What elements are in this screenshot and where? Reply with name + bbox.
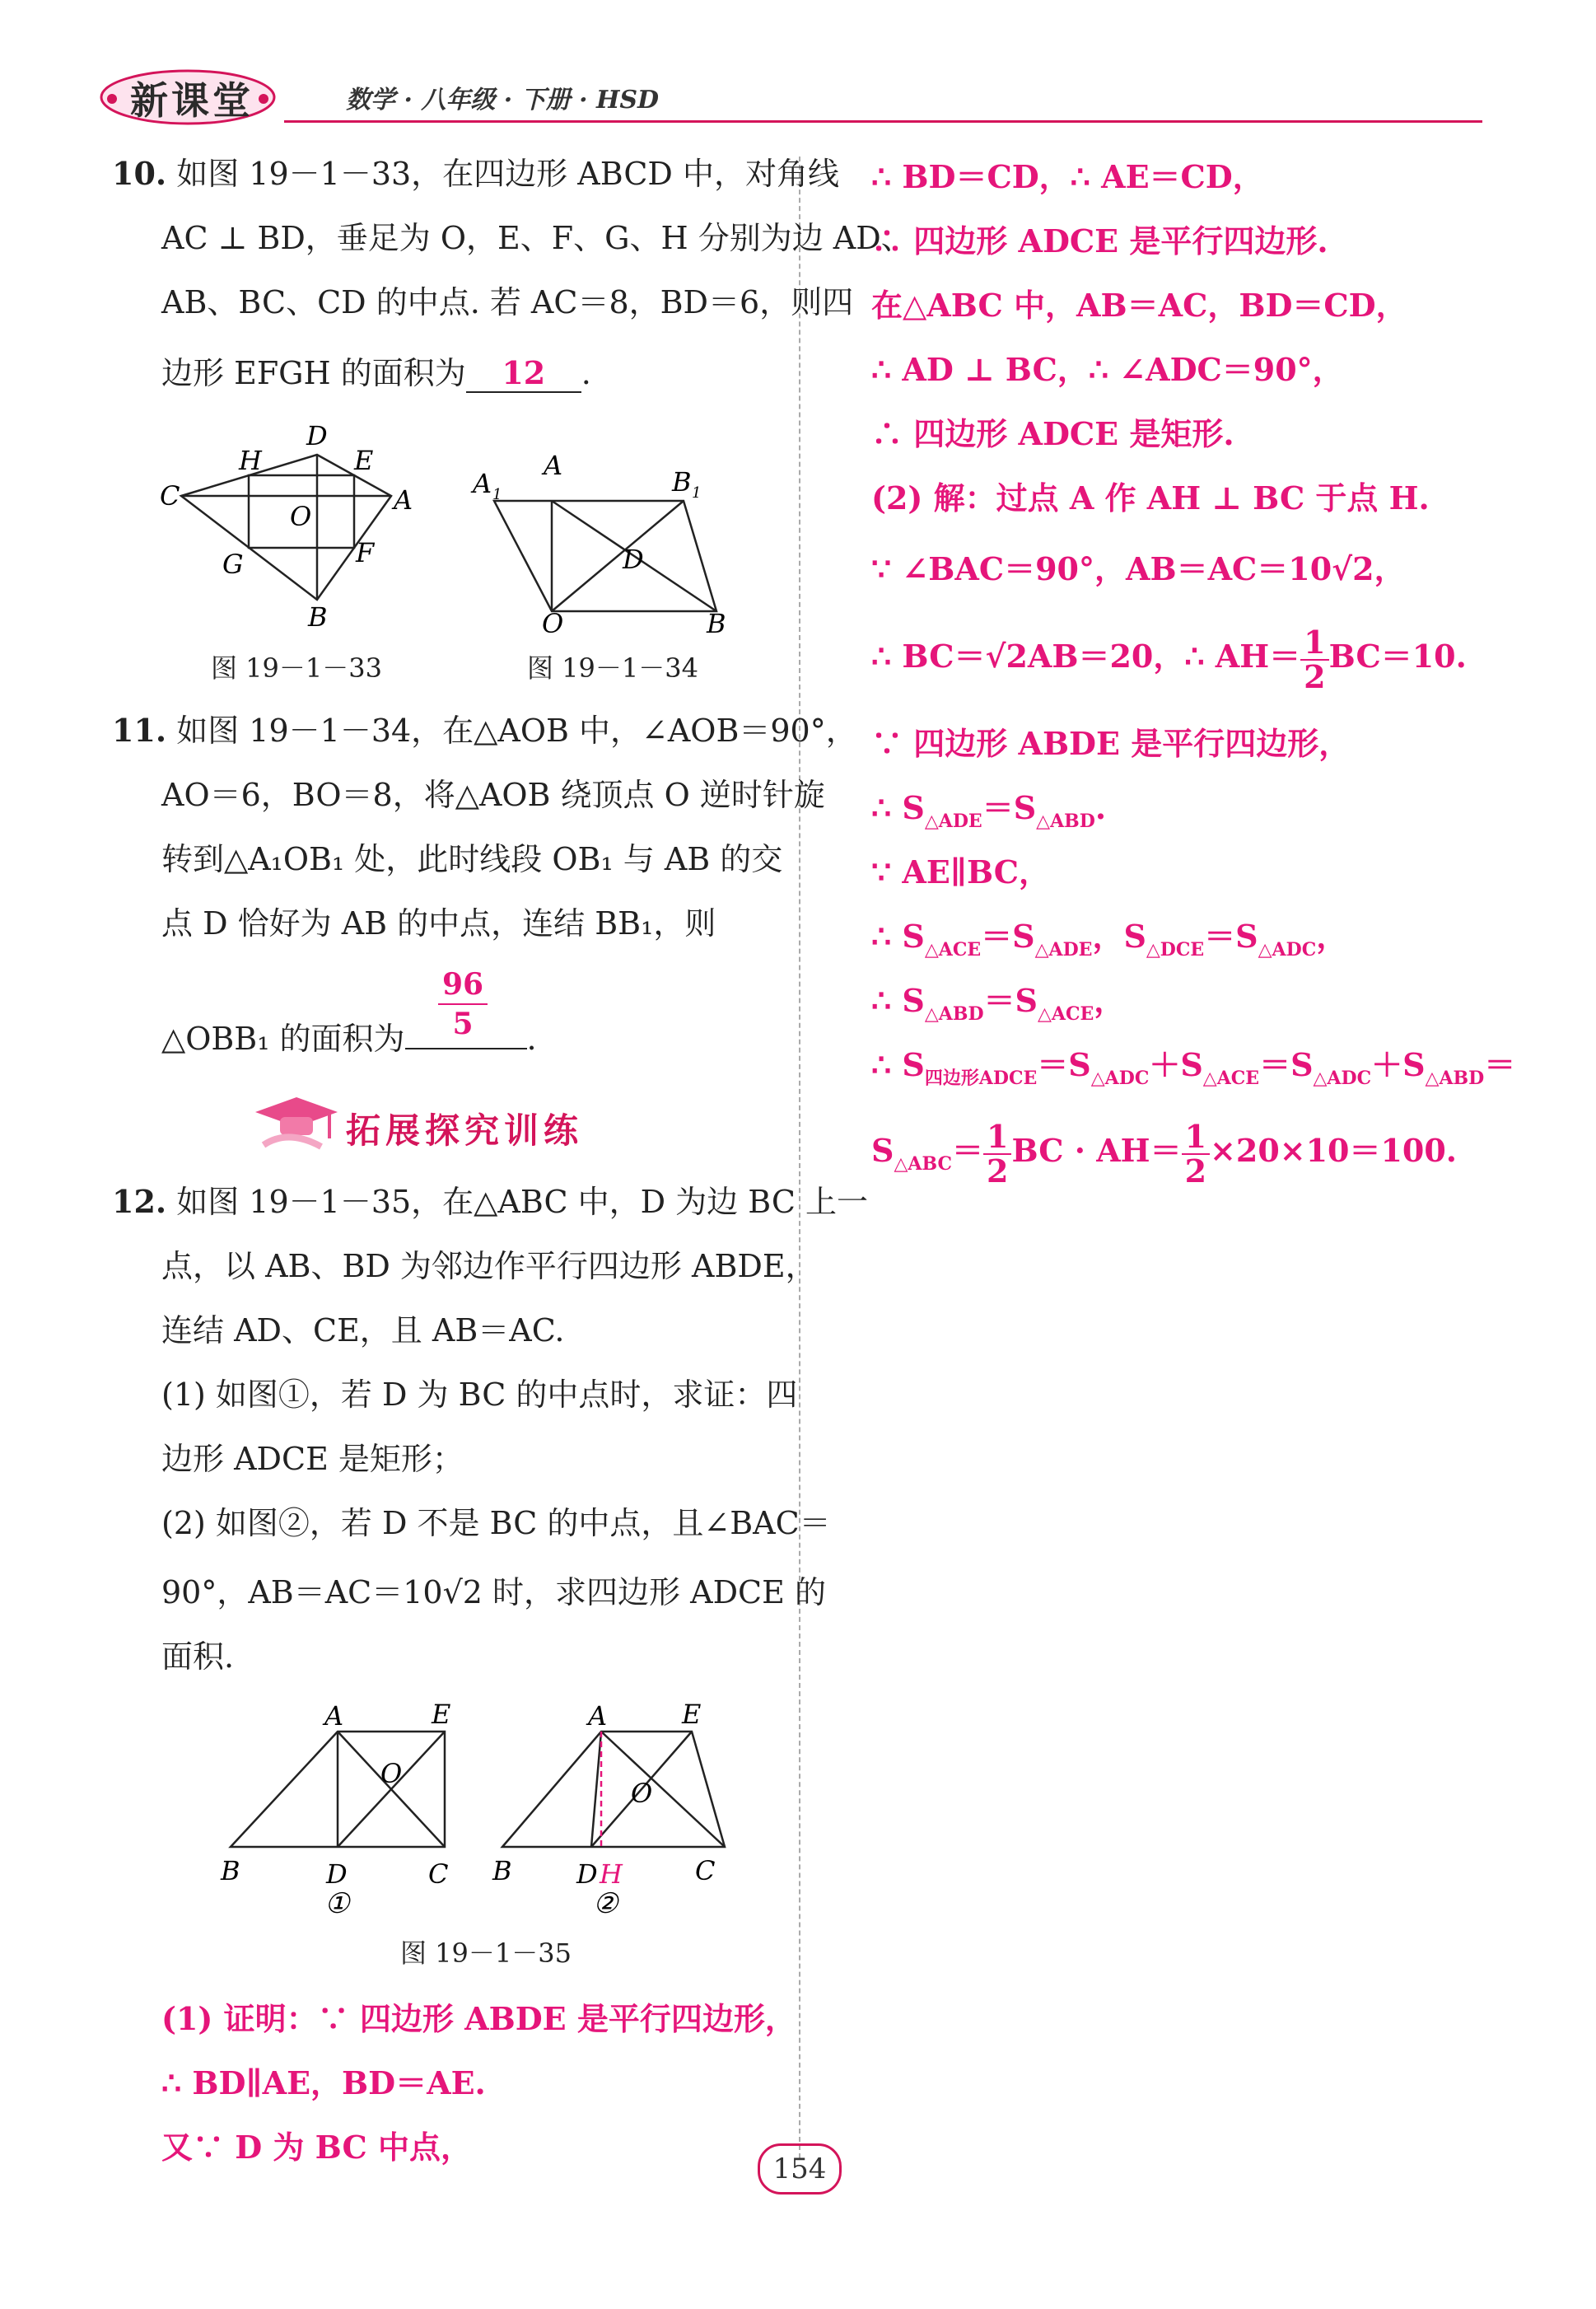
sol-r9: ∵ 四边形 ABDE 是平行四边形， xyxy=(871,725,1351,762)
segment-ob1 xyxy=(552,501,684,611)
sub-figure-2-label: ② xyxy=(593,1887,618,1920)
sol-r11: ∵ AE∥BC， xyxy=(871,853,1051,890)
sol-r10: ∴ $S_{\triangle ADE}=S_{\triangle ABD}$. xyxy=(871,789,1107,832)
label-o: O xyxy=(542,608,564,634)
graduation-cap-icon xyxy=(247,1087,346,1162)
label-a: A xyxy=(544,450,563,481)
label-b1-sub: 1 xyxy=(692,484,702,502)
sol-r3: 在△ABC 中，AB＝AC，BD＝CD， xyxy=(871,287,1407,324)
label-f: F xyxy=(356,537,375,568)
label-e: E xyxy=(354,445,374,476)
label-o: O xyxy=(290,501,312,532)
label-g: G xyxy=(222,549,244,580)
label-o: O xyxy=(380,1758,403,1789)
segment-ac xyxy=(601,1732,725,1847)
label-e: E xyxy=(432,1699,451,1730)
label-a: A xyxy=(588,1700,608,1732)
label-b: B xyxy=(707,608,726,634)
figure-19-1-35-1 xyxy=(206,1697,469,1928)
q10-line3: AB、BC、CD 的中点. 若 AC＝8，BD＝6，则四 xyxy=(161,284,854,320)
label-b: B xyxy=(221,1855,240,1886)
sol-r2: ∴ 四边形 ADCE 是平行四边形. xyxy=(871,222,1328,259)
sol-r6: (2) 解：过点 A 作 AH ⊥ BC 于点 H. xyxy=(871,479,1430,516)
label-a1-sub: 1 xyxy=(492,486,502,503)
sub-figure-1-label: ① xyxy=(324,1887,350,1920)
section-title: 拓展探究训练 xyxy=(346,1110,584,1151)
q12-line2: 点，以 AB、BD 为邻边作平行四边形 ABDE， xyxy=(161,1248,817,1284)
q10-line2: AC ⊥ BD，垂足为 O，E、F、G、H 分别为边 AD、 xyxy=(161,220,912,256)
q12-line8: 面积. xyxy=(161,1638,235,1675)
label-b: B xyxy=(308,601,328,633)
label-o: O xyxy=(631,1778,653,1809)
q11-answer-denominator: 5 xyxy=(452,1007,474,1041)
sol-r12: ∴ $S_{\triangle ACE}=S_{\triangle ADE}$，$S_{\triangle DCE}=S_{\triangle ADC}$， xyxy=(871,918,1348,961)
header-subject: 数学 · 八年级 · 下册 · HSD xyxy=(346,86,660,115)
label-e: E xyxy=(682,1699,702,1730)
label-a: A xyxy=(324,1700,344,1732)
q12-line4: (1) 如图①，若 D 为 BC 的中点时，求证：四 xyxy=(161,1377,798,1413)
label-a: A xyxy=(394,484,413,516)
sol-line2: ∴ BD∥AE，BD＝AE. xyxy=(161,2064,486,2101)
q11-line3: 转到△A₁OB₁ 处，此时线段 OB₁ 与 AB 的交 xyxy=(161,841,783,877)
page-number: 154 xyxy=(758,2143,842,2194)
figure-19-1-35-2 xyxy=(486,1697,749,1928)
q10-line1: 10. 如图 19－1－33，在四边形 ABCD 中，对角线 xyxy=(112,155,839,192)
sol-r4: ∴ AD ⊥ BC，∴ ∠ADC＝90°， xyxy=(871,351,1344,388)
label-a1: A xyxy=(473,468,492,499)
sol-r5: ∴ 四边形 ADCE 是矩形. xyxy=(871,415,1234,452)
sol-r7: ∵ ∠BAC＝90°，AB＝AC＝10√2， xyxy=(871,550,1406,587)
sol-r14: ∴ $S_{四边形ADCE}=S_{\triangle ADC}+S_{\triangle ACE}=S_{\triangle ADC}+S_{\triangle ABD}=$ xyxy=(871,1046,1516,1089)
q12-line3: 连结 AD、CE，且 AB＝AC. xyxy=(161,1312,565,1348)
label-b1: B xyxy=(672,466,692,498)
label-d: D xyxy=(623,544,644,575)
q11-line4: 点 D 恰好为 AB 的中点，连结 BB₁，则 xyxy=(161,905,716,942)
brand-logo xyxy=(99,66,288,127)
q11-answer xyxy=(405,1048,527,1049)
header-rule xyxy=(284,120,1482,123)
q11-line1: 11. 如图 19－1－34，在△AOB 中，∠AOB＝90°， xyxy=(112,712,857,749)
q11-answer-fraction xyxy=(438,965,488,1043)
quad-abcd xyxy=(181,455,391,600)
q12-line1: 12. 如图 19－1－35，在△ABC 中，D 为边 BC 上一 xyxy=(112,1183,869,1220)
label-c: C xyxy=(695,1855,716,1886)
q10-answer: 12 xyxy=(466,355,581,393)
fig33-caption: 图 19－1－33 xyxy=(211,652,382,684)
figure-19-1-34 xyxy=(461,445,791,634)
sol-r1: ∴ BD＝CD，∴ AE＝CD， xyxy=(871,158,1264,195)
segment-ad xyxy=(591,1732,601,1847)
label-h: H xyxy=(239,445,262,476)
label-b: B xyxy=(492,1855,512,1886)
label-d: D xyxy=(306,420,328,451)
quad-a1b1bo xyxy=(494,501,716,611)
sol-line1: (1) 证明：∵ 四边形 ABDE 是平行四边形， xyxy=(161,2000,796,2037)
q10-line4: 边形 EFGH 的面积为 12 . xyxy=(161,354,591,391)
q12-line7: 90°，AB＝AC＝10√2 时，求四边形 ADCE 的 xyxy=(161,1574,826,1610)
fig35-caption: 图 19－1－35 xyxy=(400,1937,572,1969)
label-h: H xyxy=(600,1858,623,1890)
column-divider xyxy=(799,157,800,2158)
trapezoid-outline xyxy=(502,1732,725,1847)
label-c: C xyxy=(160,480,180,512)
brand-name: 新课堂 xyxy=(130,78,254,123)
q12-line5: 边形 ADCE 是矩形； xyxy=(161,1441,464,1477)
q11-answer-numerator: 96 xyxy=(438,965,488,1005)
fig34-caption: 图 19－1－34 xyxy=(527,652,698,684)
q11-line5: △OBB₁ 的面积为 . xyxy=(161,1021,537,1057)
sol-line3: 又∵ D 为 BC 中点， xyxy=(161,2129,472,2166)
label-d: D xyxy=(576,1858,598,1890)
sol-r15: $S_{\triangle ABC}=$ $\frac{1}{2}$ BC · AH＝ $\frac{1}{2}$ ×20×10＝100. xyxy=(871,1117,1458,1190)
label-c: C xyxy=(428,1858,449,1890)
q12-line6: (2) 如图②，若 D 不是 BC 的中点，且∠BAC＝ xyxy=(161,1505,831,1541)
q11-line2: AO＝6，BO＝8，将△AOB 绕顶点 O 逆时针旋 xyxy=(161,777,825,813)
label-d: D xyxy=(326,1858,348,1890)
sol-r8: ∴ BC＝√2AB＝20，∴ AH＝ $\frac{1}{2}$ BC＝10. xyxy=(871,623,1467,695)
figure-19-1-33 xyxy=(148,420,428,634)
sol-r13: ∴ $S_{\triangle ABD}=S_{\triangle ACE}$， xyxy=(871,982,1126,1025)
